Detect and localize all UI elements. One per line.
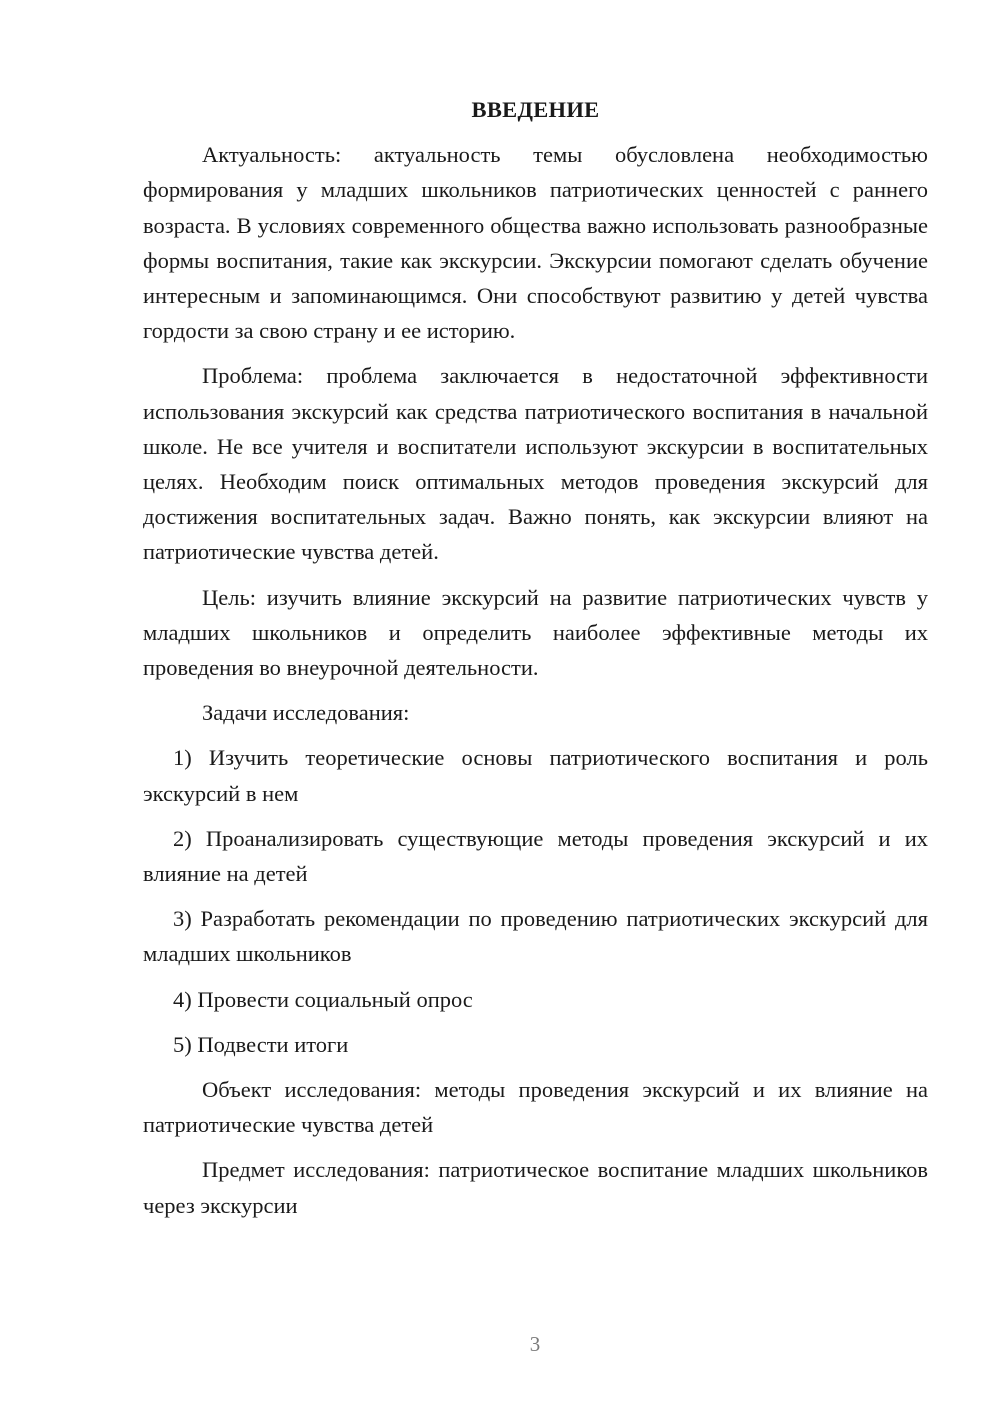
task-item-5: 5) Подвести итоги	[173, 1031, 349, 1057]
task-item-2: 2) Проанализировать существующие методы проведения экскурсий и их влияние на детей	[143, 825, 928, 887]
paragraph-goal: Цель: изучить влияние экскурсий на развитие патриотических чувств у младших школьников и определить наиболее эффективные методы их проведения во внеурочной деятельности.	[143, 584, 928, 681]
task-item-3: 3) Разработать рекомендации по проведению патриотических экскурсий для младших школьников	[143, 906, 928, 967]
document-body	[143, 92, 928, 1233]
task-item-4: 4) Провести социальный опрос	[173, 986, 473, 1012]
paragraph-subject: Предмет исследования: патриотическое воспитание младших школьников через экскурсии	[143, 1157, 928, 1218]
paragraph-problem: Проблема: проблема заключается в недостаточной эффективности использования экскурсий как средства патриотического воспитания в начальной школе. Не все учителя и воспитатели используют экскурсии в воспитательных целях. Необходим поиск оптимальных методов проведения экскурсий для достижения воспитательных задач. Важно понять, как экскурсии влияют на патриотические чувства детей.	[143, 363, 928, 565]
tasks-list	[143, 740, 928, 1062]
paragraph-object: Объект исследования: методы проведения экскурсий и их влияние на патриотические чувства детей	[143, 1077, 928, 1138]
tasks-heading: Задачи исследования:	[202, 700, 410, 726]
paragraph-relevance: Актуальность: актуальность темы обусловлена необходимостью формирования у младших школьников патриотических ценностей с раннего возраста. В условиях современного общества важно использовать разнообразные формы воспитания, такие как экскурсии. Экскурсии помогают сделать обучение интересным и запоминающимся. Они способствуют развитию у детей чувства гордости за свою страну и ее историю.	[143, 142, 928, 344]
page-number: 3	[529, 1332, 541, 1356]
section-title: ВВЕДЕНИЕ	[471, 97, 600, 122]
task-item-1: 1) Изучить теоретические основы патриотического воспитания и роль экскурсий в нем	[143, 745, 928, 806]
